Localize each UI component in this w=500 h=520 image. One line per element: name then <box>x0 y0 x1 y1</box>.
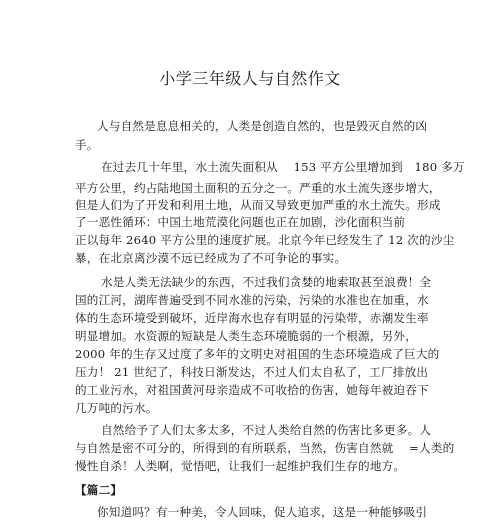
paragraph-2-line-3: 但是人们为了开发和利用土地，从而又导致更加严重的水土流失。形成 <box>75 198 441 212</box>
paragraph-2-line-2: 平方公里，约占陆地国土面积的五分之一。严重的水土流失逐步增大， <box>75 181 441 195</box>
paragraph-4-line-3: 慢性自杀！人类啊，觉悟吧，让我们一起维护我们生存的地方。 <box>75 459 406 473</box>
paragraph-3-line-3: 体的生态环境受到破坏，近岸海水也存有明显的污染带，赤潮发生率 <box>75 311 429 325</box>
paragraph-1-line-2: 手。 <box>75 138 99 152</box>
paragraph-4-line-1: 自然给予了人们太多太多，不过人类给自然的伤害比多更多。人 <box>101 423 432 437</box>
paragraph-2-line-1: 在过去几十年里，水土流失面积从 153 平方公里增加到 180 多万 <box>101 160 465 174</box>
paragraph-2-line-5: 正以每年 2640 平方公里的速度扩展。北京今年已经发生了 12 次的沙尘 <box>75 233 455 247</box>
paragraph-3-line-7: 的工业污水，对祖国黄河母亲造成不可收拾的伤害，她每年被迫吞下 <box>75 383 429 397</box>
paragraph-3-line-6: 压力！ 21 世纪了，科技日渐发达，不过人们太自私了，工厂排放出 <box>75 365 429 379</box>
paragraph-2-line-4: 了一恶性循环：中国土地荒漠化问题也正在加剧，沙化面积当前 <box>75 215 406 229</box>
paragraph-3-line-2: 国的江河，湖库普遍受到不同水准的污染，污染的水准也在加重，水 <box>75 293 429 307</box>
paragraph-3-line-8: 几万吨的污水。 <box>75 401 158 415</box>
paragraph-3-line-1: 水是人类无法缺少的东西，不过我们贪婪的地索取甚至浪费！全 <box>101 275 432 289</box>
document-title: 小学三年级人与自然作文 <box>159 69 341 88</box>
paragraph-3-line-4: 明显增加。水资源的短缺是人类生态环境脆弱的一个根源，另外， <box>75 329 418 343</box>
paragraph-4-line-2: 与自然是密不可分的，所得到的有所联系，当然，伤害自然就 =人类的 <box>75 441 455 455</box>
paragraph-3-line-5: 2000 年的生存又过度了多年的文明史对祖国的生态环境造成了巨大的 <box>75 347 440 361</box>
section-2-line-1: 你知道吗？有一种美，令人回味，促人追求，这是一种能够吸引 <box>97 505 428 519</box>
paragraph-2-line-6: 暴，在北京离沙漠不远已经成为了不可争论的事实。 <box>75 251 347 265</box>
paragraph-1-line-1: 人与自然是息息相关的，人类是创造自然的，也是毁灭自然的凶 <box>97 119 428 133</box>
section-heading: 【篇二】 <box>75 483 123 497</box>
